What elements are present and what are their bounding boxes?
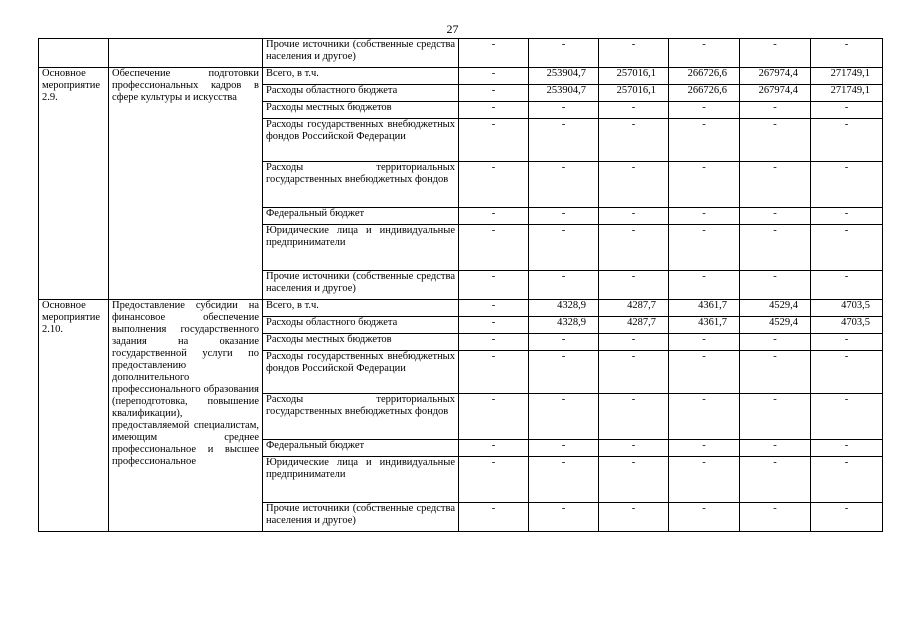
- value-cell: -: [669, 162, 740, 208]
- funding-source-cell: Расходы территориальных государственных внебюджетных фондов: [263, 162, 459, 208]
- value-cell: -: [599, 457, 669, 503]
- value-cell: -: [740, 457, 811, 503]
- empty-cell: [109, 39, 263, 68]
- activity-description-cell: Обеспечение подготовки профессиональных кадров в сфере культуры и искусства: [109, 68, 263, 300]
- value-cell: 266726,6: [669, 85, 740, 102]
- value-cell: -: [529, 119, 599, 162]
- value-cell: 4287,7: [599, 317, 669, 334]
- value-cell: 4529,4: [740, 317, 811, 334]
- funding-source-cell: Расходы местных бюджетов: [263, 102, 459, 119]
- value-cell: -: [529, 225, 599, 271]
- value-cell: -: [811, 334, 883, 351]
- value-cell: -: [459, 503, 529, 532]
- value-cell: -: [740, 162, 811, 208]
- value-cell: 4328,9: [529, 300, 599, 317]
- funding-source-cell: Прочие источники (собственные средства населения и другое): [263, 39, 459, 68]
- value-cell: -: [529, 440, 599, 457]
- value-cell: -: [740, 119, 811, 162]
- value-cell: 253904,7: [529, 85, 599, 102]
- funding-source-cell: Всего, в т.ч.: [263, 300, 459, 317]
- value-cell: -: [811, 39, 883, 68]
- value-cell: 271749,1: [811, 68, 883, 85]
- value-cell: -: [529, 503, 599, 532]
- value-cell: 4361,7: [669, 317, 740, 334]
- value-cell: 253904,7: [529, 68, 599, 85]
- value-cell: -: [669, 119, 740, 162]
- value-cell: -: [459, 225, 529, 271]
- value-cell: -: [529, 457, 599, 503]
- value-cell: -: [599, 440, 669, 457]
- value-cell: -: [459, 300, 529, 317]
- value-cell: -: [669, 457, 740, 503]
- value-cell: -: [599, 271, 669, 300]
- value-cell: -: [529, 39, 599, 68]
- value-cell: -: [740, 503, 811, 532]
- value-cell: -: [529, 271, 599, 300]
- funding-source-cell: Расходы территориальных государственных внебюджетных фондов: [263, 394, 459, 440]
- funding-source-cell: Юридические лица и индивидуальные предприниматели: [263, 457, 459, 503]
- value-cell: -: [529, 394, 599, 440]
- value-cell: -: [599, 162, 669, 208]
- value-cell: -: [669, 102, 740, 119]
- table-row: [39, 39, 883, 68]
- page-number: 27: [446, 22, 459, 36]
- value-cell: -: [669, 440, 740, 457]
- value-cell: -: [740, 225, 811, 271]
- funding-source-cell: Федеральный бюджет: [263, 440, 459, 457]
- value-cell: 4287,7: [599, 300, 669, 317]
- funding-source-cell: Прочие источники (собственные средства населения и другое): [263, 503, 459, 532]
- value-cell: -: [740, 271, 811, 300]
- value-cell: -: [459, 85, 529, 102]
- value-cell: -: [599, 334, 669, 351]
- table-row: [39, 68, 883, 85]
- value-cell: -: [669, 225, 740, 271]
- table-body: [39, 39, 883, 532]
- value-cell: -: [669, 334, 740, 351]
- value-cell: -: [669, 503, 740, 532]
- activity-description-cell: Предоставление субсидии на финансовое обеспечение выполнения государственного задания на оказание государственной услуги по предоставлению дополнительного профессионального образования (переподготовка, повышение квалификации), предоставляемой специалистам, имеющим среднее профессиональное и высшее профессиональное: [109, 300, 263, 532]
- value-cell: 267974,4: [740, 85, 811, 102]
- value-cell: -: [599, 351, 669, 394]
- value-cell: -: [740, 440, 811, 457]
- funding-source-cell: Федеральный бюджет: [263, 208, 459, 225]
- value-cell: -: [669, 39, 740, 68]
- value-cell: -: [669, 208, 740, 225]
- value-cell: -: [599, 102, 669, 119]
- value-cell: -: [599, 208, 669, 225]
- value-cell: -: [740, 334, 811, 351]
- value-cell: -: [811, 394, 883, 440]
- value-cell: -: [599, 225, 669, 271]
- activity-name-cell: Основное мероприятие 2.10.: [39, 300, 109, 532]
- empty-cell: [39, 39, 109, 68]
- value-cell: -: [811, 457, 883, 503]
- value-cell: -: [811, 503, 883, 532]
- value-cell: -: [529, 208, 599, 225]
- value-cell: -: [599, 394, 669, 440]
- value-cell: -: [459, 334, 529, 351]
- value-cell: -: [459, 394, 529, 440]
- value-cell: -: [740, 208, 811, 225]
- value-cell: -: [529, 334, 599, 351]
- funding-source-cell: Расходы местных бюджетов: [263, 334, 459, 351]
- value-cell: -: [459, 68, 529, 85]
- value-cell: -: [740, 39, 811, 68]
- value-cell: -: [669, 394, 740, 440]
- value-cell: -: [599, 119, 669, 162]
- activity-name-cell: Основное мероприятие 2.9.: [39, 68, 109, 300]
- value-cell: -: [811, 351, 883, 394]
- value-cell: -: [529, 102, 599, 119]
- value-cell: 4361,7: [669, 300, 740, 317]
- value-cell: -: [529, 162, 599, 208]
- value-cell: -: [740, 102, 811, 119]
- funding-source-cell: Расходы государственных внебюджетных фондов Российской Федерации: [263, 351, 459, 394]
- value-cell: 267974,4: [740, 68, 811, 85]
- value-cell: -: [669, 351, 740, 394]
- value-cell: -: [459, 317, 529, 334]
- value-cell: -: [459, 208, 529, 225]
- value-cell: -: [459, 440, 529, 457]
- value-cell: -: [669, 271, 740, 300]
- funding-source-cell: Юридические лица и индивидуальные предприниматели: [263, 225, 459, 271]
- value-cell: 257016,1: [599, 85, 669, 102]
- value-cell: 257016,1: [599, 68, 669, 85]
- value-cell: 4529,4: [740, 300, 811, 317]
- value-cell: 4328,9: [529, 317, 599, 334]
- value-cell: -: [599, 39, 669, 68]
- value-cell: -: [599, 503, 669, 532]
- funding-source-cell: Всего, в т.ч.: [263, 68, 459, 85]
- value-cell: -: [459, 39, 529, 68]
- value-cell: -: [811, 225, 883, 271]
- value-cell: -: [459, 457, 529, 503]
- value-cell: -: [811, 208, 883, 225]
- value-cell: -: [459, 351, 529, 394]
- value-cell: 4703,5: [811, 300, 883, 317]
- value-cell: 266726,6: [669, 68, 740, 85]
- budget-table: [38, 38, 883, 532]
- value-cell: 271749,1: [811, 85, 883, 102]
- value-cell: -: [811, 102, 883, 119]
- value-cell: -: [459, 102, 529, 119]
- value-cell: -: [740, 351, 811, 394]
- value-cell: 4703,5: [811, 317, 883, 334]
- value-cell: -: [459, 119, 529, 162]
- value-cell: -: [811, 440, 883, 457]
- funding-source-cell: Расходы государственных внебюджетных фондов Российской Федерации: [263, 119, 459, 162]
- value-cell: -: [811, 119, 883, 162]
- value-cell: -: [811, 271, 883, 300]
- value-cell: -: [459, 271, 529, 300]
- funding-source-cell: Расходы областного бюджета: [263, 317, 459, 334]
- value-cell: -: [740, 394, 811, 440]
- value-cell: -: [811, 162, 883, 208]
- table-row: [39, 300, 883, 317]
- funding-source-cell: Расходы областного бюджета: [263, 85, 459, 102]
- value-cell: -: [459, 162, 529, 208]
- funding-source-cell: Прочие источники (собственные средства населения и другое): [263, 271, 459, 300]
- value-cell: -: [529, 351, 599, 394]
